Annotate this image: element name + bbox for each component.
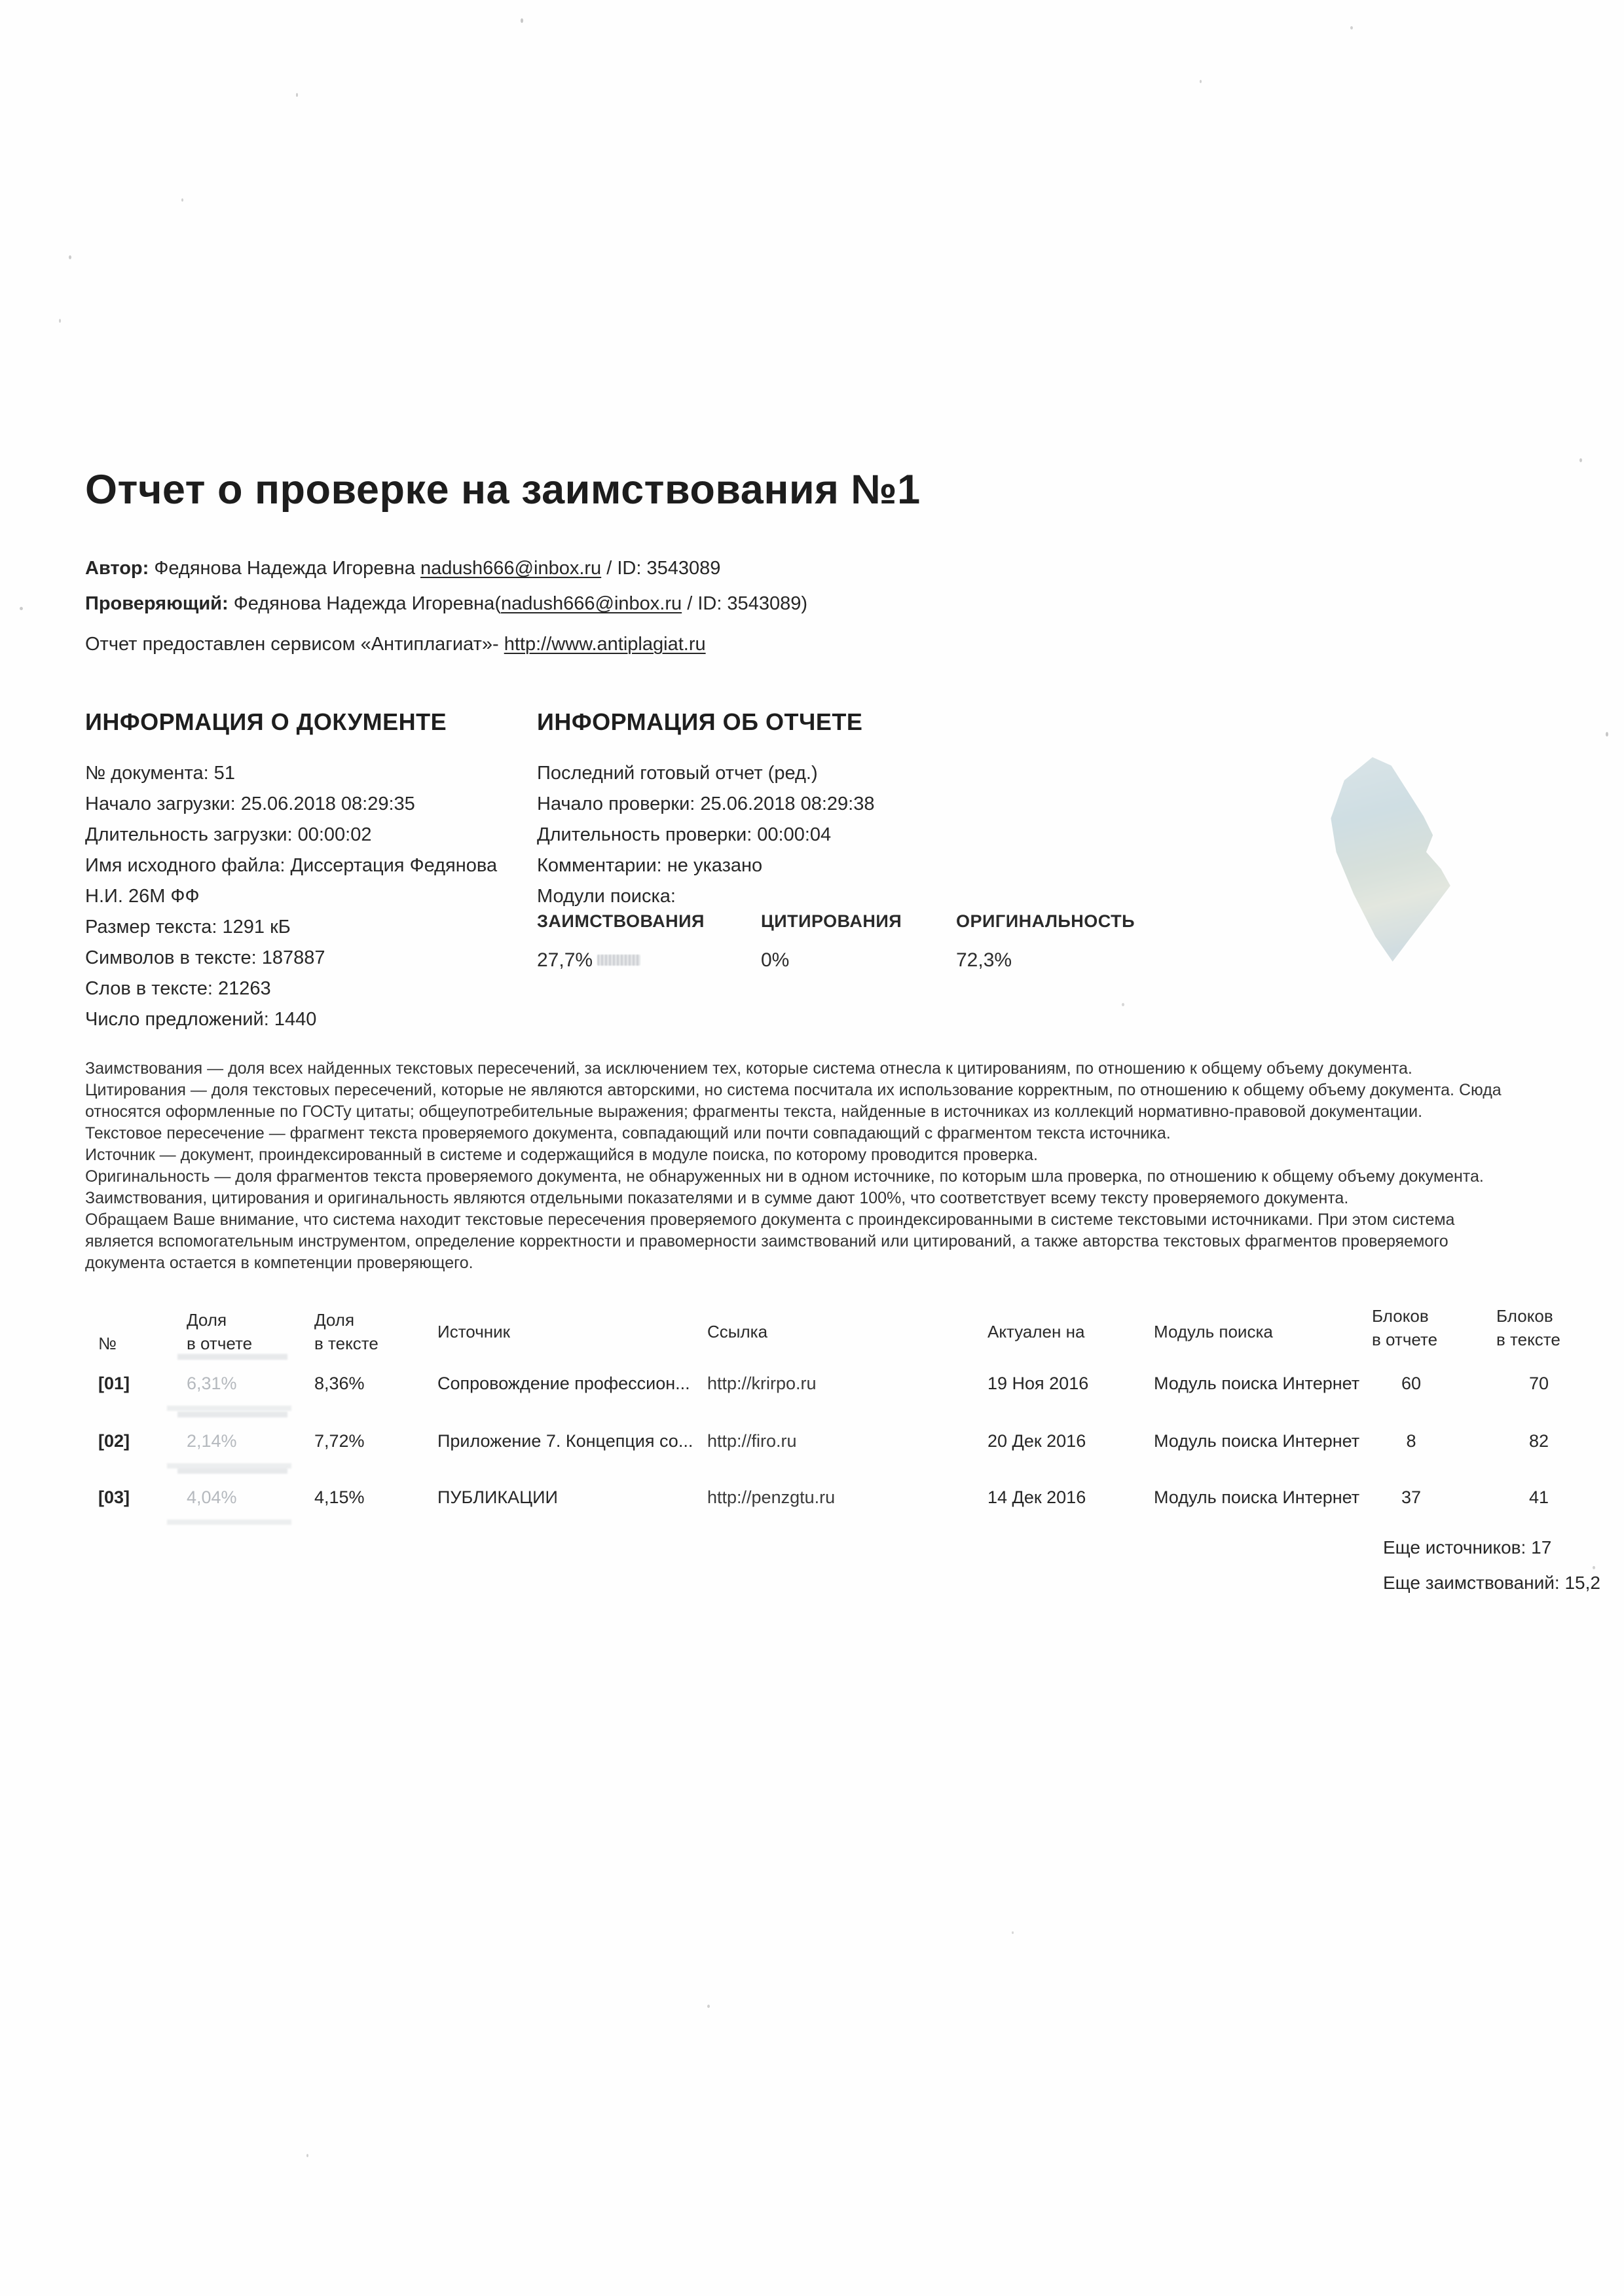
scan-artifact-blob <box>1321 753 1456 964</box>
reviewer-label: Проверяющий: <box>85 593 229 614</box>
originality-label: ОРИГИНАЛЬНОСТЬ <box>956 911 1135 931</box>
search-module: Модуль поиска Интернет <box>1154 1487 1360 1507</box>
actual-date: 14 Дек 2016 <box>987 1487 1086 1507</box>
document-info-list <box>85 758 498 1035</box>
more-borrowings-note: Еще заимствований: 15,2 <box>1383 1573 1600 1593</box>
legend-line: документа остается в компетенции проверяющего. <box>85 1254 473 1272</box>
row-number: [03] <box>98 1487 130 1507</box>
doc-info-row: Имя исходного файла: Диссертация Федянова Н.И. 26М ФФ <box>85 855 498 907</box>
col-header-blocks-text <box>1496 1304 1581 1351</box>
col-header-line: Блоков <box>1372 1306 1429 1326</box>
borrowings-value: 27,7% <box>537 949 593 971</box>
col-header-date: Актуален на <box>987 1322 1085 1341</box>
col-header-source: Источник <box>437 1322 510 1341</box>
source-link[interactable]: http://firo.ru <box>707 1431 797 1451</box>
blocks-in-report: 37 <box>1401 1487 1422 1507</box>
dust-speck <box>1350 26 1353 29</box>
col-header-line: в тексте <box>1496 1330 1560 1349</box>
search-module: Модуль поиска Интернет <box>1154 1431 1360 1451</box>
page-title: Отчет о проверке на заимствования №1 <box>85 467 921 513</box>
doc-info-row: Слов в тексте: 21263 <box>85 978 271 999</box>
dust-speck <box>306 2154 308 2157</box>
legend-line: Текстовое пересечение — фрагмент текста проверяемого документа, совпадающий или почти совпадающий с фрагментом текста источника. <box>85 1124 1171 1142</box>
dust-speck <box>59 319 61 323</box>
col-header-line: в отчете <box>187 1334 253 1353</box>
share-in-report: 2,14% <box>187 1431 237 1451</box>
author-name: Федянова Надежда Игоревна <box>154 558 415 579</box>
author-id: / ID: 3543089 <box>606 558 721 579</box>
col-header-module: Модуль поиска <box>1154 1322 1273 1341</box>
col-header-line: Доля <box>314 1310 355 1330</box>
dust-speck <box>1579 458 1582 462</box>
source-title: Сопровождение профессион... <box>437 1374 690 1393</box>
reviewer-line <box>85 593 807 615</box>
col-header-blocks-report <box>1372 1304 1450 1351</box>
dust-speck <box>521 18 523 23</box>
source-link[interactable]: http://krirpo.ru <box>707 1374 817 1393</box>
blocks-in-text: 82 <box>1528 1431 1549 1451</box>
share-in-text: 8,36% <box>314 1374 365 1393</box>
source-title: ПУБЛИКАЦИИ <box>437 1487 558 1507</box>
dust-speck <box>296 93 298 97</box>
dust-speck <box>1012 1931 1014 1934</box>
document-info-heading: ИНФОРМАЦИЯ О ДОКУМЕНТЕ <box>85 708 447 735</box>
erased-smudge <box>597 955 640 966</box>
author-email-link[interactable]: nadush666@inbox.ru <box>420 558 602 579</box>
reviewer-name: Федянова Надежда Игоревна <box>233 593 495 614</box>
citations-value: 0% <box>761 949 790 971</box>
borrowings-label: ЗАИМСТВОВАНИЯ <box>537 911 705 931</box>
report-info-row: Последний готовый отчет (ред.) <box>537 763 818 784</box>
reviewer-id: / ID: 3543089) <box>687 593 807 614</box>
dust-speck <box>181 198 183 202</box>
doc-info-row: Число предложений: 1440 <box>85 1009 317 1030</box>
blocks-in-text: 41 <box>1528 1487 1549 1507</box>
legend-line: Заимствования — доля всех найденных текстовых пересечений, за исключением тех, которые система отнесла к цитированиям, по отношению к общему объему документа. <box>85 1059 1412 1078</box>
share-in-text: 7,72% <box>314 1431 365 1451</box>
col-header-share-report <box>187 1308 252 1355</box>
legend-line: является вспомогательным инструментом, определение корректности и правомерности заимствований или цитирований, а также авторства текстовых фрагментов проверяемого <box>85 1232 1449 1250</box>
legend-line: Источник — документ, проиндексированный в системе и содержащийся в модуле поиска, по которому проводится проверка. <box>85 1146 1038 1164</box>
col-header-link: Ссылка <box>707 1322 768 1341</box>
report-info-row: Комментарии: не указано <box>537 855 763 876</box>
row-number: [01] <box>98 1374 130 1393</box>
dust-speck <box>707 2005 710 2008</box>
share-in-text: 4,15% <box>314 1487 365 1507</box>
col-header-line: Блоков <box>1496 1306 1553 1326</box>
service-text: Отчет предоставлен сервисом «Антиплагиат»- <box>85 634 499 655</box>
doc-info-row: Символов в тексте: 187887 <box>85 947 325 968</box>
report-info-list <box>537 758 995 912</box>
share-in-report: 6,31% <box>187 1374 237 1393</box>
share-in-report: 4,04% <box>187 1487 237 1507</box>
dust-speck <box>1200 80 1202 83</box>
more-sources-note: Еще источников: 17 <box>1383 1537 1552 1558</box>
doc-info-row: Начало загрузки: 25.06.2018 08:29:35 <box>85 793 415 814</box>
legend-line: Обращаем Ваше внимание, что система находит текстовые пересечения проверяемого документа с проиндексированными в системе текстовыми источниками. При этом система <box>85 1211 1455 1229</box>
report-info-row: Длительность проверки: 00:00:04 <box>537 824 832 845</box>
legend-paragraph <box>85 1058 1624 1274</box>
blocks-in-text: 70 <box>1528 1374 1549 1393</box>
doc-info-row: Длительность загрузки: 00:00:02 <box>85 824 372 845</box>
row-number: [02] <box>98 1431 130 1451</box>
dust-speck <box>1593 1566 1595 1569</box>
report-info-heading: ИНФОРМАЦИЯ ОБ ОТЧЕТЕ <box>537 708 863 735</box>
originality-value: 72,3% <box>956 949 1012 971</box>
citations-label: ЦИТИРОВАНИЯ <box>761 911 902 931</box>
blocks-in-report: 8 <box>1406 1431 1416 1451</box>
blocks-in-report: 60 <box>1401 1374 1422 1393</box>
search-module: Модуль поиска Интернет <box>1154 1374 1360 1393</box>
dust-speck <box>1606 732 1608 737</box>
legend-line: Заимствования, цитирования и оригинальность являются отдельными показателями и в сумме дают 100%, что соответствует всему тексту проверяемого документа. <box>85 1189 1349 1207</box>
legend-line: Цитирования — доля текстовых пересечений, которые не являются авторскими, но система посчитала их использование корректным, по отношению к общему объему документа. Сюда <box>85 1081 1502 1099</box>
actual-date: 20 Дек 2016 <box>987 1431 1086 1451</box>
actual-date: 19 Ноя 2016 <box>987 1374 1089 1393</box>
col-header-line: в отчете <box>1372 1330 1438 1349</box>
author-label: Автор: <box>85 558 149 579</box>
reviewer-paren: ( <box>494 593 501 614</box>
table-row <box>0 1487 1624 1533</box>
author-line <box>85 558 720 579</box>
dust-speck <box>20 607 23 610</box>
service-url-link[interactable]: http://www.antiplagiat.ru <box>504 634 706 655</box>
service-line <box>85 634 706 655</box>
col-header-line: в тексте <box>314 1334 378 1353</box>
legend-line: Оригинальность — доля фрагментов текста проверяемого документа, не обнаруженных ни в одном источнике, по которым шла проверка, по отношению к общему объему документа. <box>85 1167 1484 1186</box>
doc-info-row: Размер текста: 1291 кБ <box>85 917 291 938</box>
reviewer-email-link[interactable]: nadush666@inbox.ru <box>501 593 682 614</box>
report-info-row: Начало проверки: 25.06.2018 08:29:38 <box>537 793 875 814</box>
dust-speck <box>69 255 71 259</box>
dust-speck <box>1122 1003 1124 1006</box>
source-link[interactable]: http://penzgtu.ru <box>707 1487 836 1507</box>
report-info-row: Модули поиска: <box>537 886 676 907</box>
col-header-line: Доля <box>187 1310 227 1330</box>
legend-line: относятся оформленные по ГОСТу цитаты; общеупотребительные выражения; фрагменты текста, найденные в источниках из коллекций нормативно-правовой документации. <box>85 1102 1423 1121</box>
doc-info-row: № документа: 51 <box>85 763 235 784</box>
col-header-share-text <box>314 1308 378 1355</box>
source-title: Приложение 7. Концепция со... <box>437 1431 693 1451</box>
col-header-num: № <box>98 1334 117 1353</box>
